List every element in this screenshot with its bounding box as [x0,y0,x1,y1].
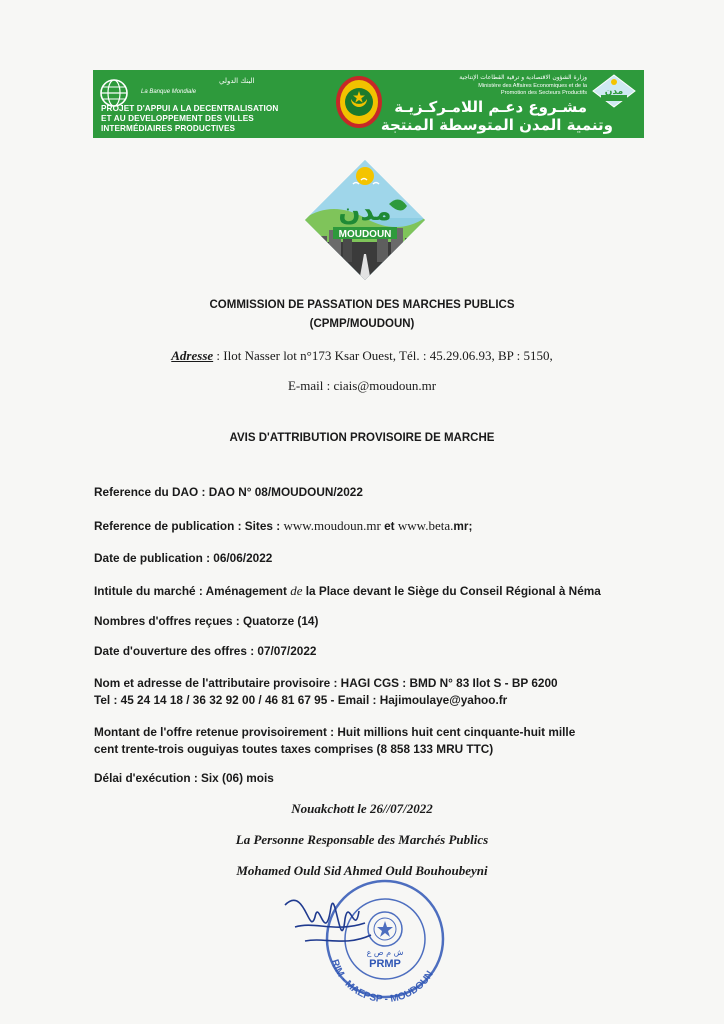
field-date-publication [94,550,694,567]
commission-abbr: (CPMP/MOUDOUN) [309,318,415,330]
address-text: : Ilot Nasser lot n°173 Ksar Ouest, Tél. : 45.29.06.93, BP : 5150, [213,348,553,363]
ministry-french-1: Ministère des Affaires Economiques et de la [478,83,587,89]
field-pub-sites: : Sites : [234,519,284,533]
stamp-center: PRMP [369,958,401,970]
notice-title: AVIS D'ATTRIBUTION PROVISOIRE DE MARCHE [229,432,495,444]
project-arabic-2: وتنمية المدن المتوسطة المنتجة [380,116,613,134]
field-pub-site1: www.moudoun.mr [283,518,381,533]
signatory-name: Mohamed Ould Sid Ahmed Ould Bouhoubeyni [236,863,488,878]
moudoun-mini-logo-icon [591,73,637,109]
field-ouverture-text: Date d'ouverture des offres : 07/07/2022 [94,644,317,658]
field-pub-tail: mr; [453,519,473,533]
field-attributaire-line1: Nom et adresse de l'attributaire provisoire : HAGI CGS : BMD N° 83 Ilot S - BP 6200 [94,676,558,690]
stamp-ring-text: RIM - MAEPSP - MOUDOUN [328,958,436,1006]
project-arabic-1: مشـروع دعـم اللامـركـزيـة [394,98,587,116]
commission-title: COMMISSION DE PASSATION DES MARCHES PUBLICS [209,299,515,311]
field-intitule-a: Intitule du marché : Aménagement [94,584,291,598]
project-line-3: INTERMÉDIAIRES PRODUCTIVES [101,124,236,133]
field-montant-line1: Montant de l'offre retenue provisoirement : Huit millions huit cent cinquante-huit mille [94,725,576,739]
address-line [0,348,724,364]
world-bank-french: La Banque Mondiale [141,89,197,95]
stamp-center-ar: ش م ص ع [366,948,404,957]
field-intitule [94,582,694,600]
world-bank-arabic: البنك الدولي [219,77,255,85]
banner-right [380,70,641,138]
field-pub-site2: www.beta. [397,518,454,533]
mini-logo-text: مدن [604,87,624,97]
logo-arabic-text: مدن [338,197,392,227]
field-dao-label: Reference du DAO [94,485,199,499]
field-offres [94,613,694,630]
header-banner [93,70,644,138]
project-line-1: PROJET D'APPUI A LA DECENTRALISATION [101,104,279,113]
field-pub-and: et [380,519,398,533]
field-delai-text: Délai d'exécution : Six (06) mois [94,771,274,785]
field-intitule-de: de [290,583,303,598]
address-label: Adresse [171,348,214,363]
ministry-arabic: وزارة الشؤون الاقتصادية و ترقية القطاعات الإنتاجية [459,74,587,81]
official-stamp-icon [275,877,455,1007]
signatory-role: La Personne Responsable des Marchés Publics [235,832,489,847]
field-delai [94,770,694,787]
ministry-french-2: Promotion des Secteurs Productifs [500,90,587,96]
field-dao-value: : DAO N° 08/MOUDOUN/2022 [198,485,363,499]
field-dao [94,484,694,501]
field-intitule-b: la Place devant le Siège du Conseil Régional à Néma [302,584,601,598]
field-offres-text: Nombres d'offres reçues : Quatorze (14) [94,614,319,628]
field-montant-line2: cent trente-trois ouguiyas toutes taxes comprises (8 858 133 MRU TTC) [94,742,494,756]
logo-brand-text: MOUDOUN [338,229,392,240]
field-montant [94,724,694,758]
field-attributaire [94,675,694,709]
field-publication [94,517,694,535]
national-seal-icon [334,74,384,130]
project-line-2: ET AU DEVELOPPEMENT DES VILLES [101,114,254,123]
moudoun-logo-icon [303,158,427,282]
field-ouverture [94,643,694,660]
field-date-pub-text: Date de publication : 06/06/2022 [94,551,273,565]
email-line: E-mail : ciais@moudoun.mr [287,378,437,393]
banner-left [99,74,329,134]
field-pub-label: Reference de publication [94,519,235,533]
place-date: Nouakchott le 26//07/2022 [291,801,433,816]
field-attributaire-line2: Tel : 45 24 14 18 / 36 32 92 00 / 46 81 67 95 - Email : Hajimoulaye@yahoo.fr [94,693,508,707]
